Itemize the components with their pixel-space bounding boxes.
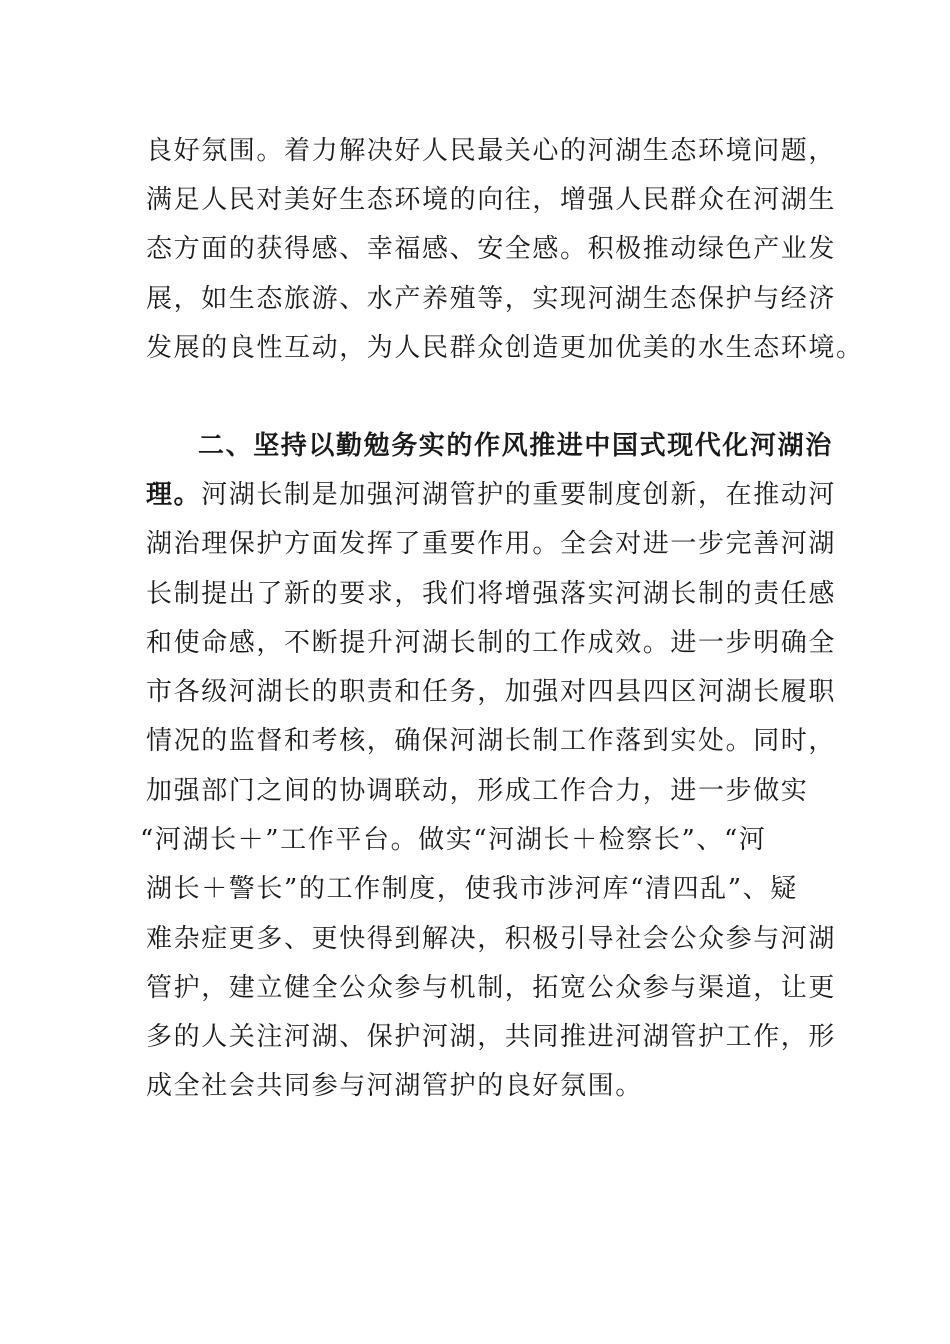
paragraph2-line-12: 管护，建立健全公众参与机制，拓宽公众参与渠道，让更 — [146, 973, 837, 1003]
paragraph2-line-3: 湖治理保护方面发挥了重要作用。全会对进一步完善河湖 — [146, 529, 837, 559]
paragraph1-line-5: 发展的良性互动，为人民群众创造更加优美的水生态环境。 — [146, 333, 864, 363]
paragraph2-line-2-text: 河湖长制是加强河湖管护的重要制度创新，在推动河 — [201, 480, 837, 510]
paragraph1-line-1: 良好氛围。着力解决好人民最关心的河湖生态环境问题， — [146, 136, 837, 166]
paragraph2-line-5: 和使命感，不断提升河湖长制的工作成效。进一步明确全 — [146, 628, 837, 658]
paragraph1-line-3: 态方面的获得感、幸福感、安全感。积极推动绿色产业发 — [146, 234, 837, 264]
paragraph1-line-2: 满足人民对美好生态环境的向往，增强人民群众在河湖生 — [146, 185, 837, 215]
paragraph1-line-4: 展，如生态旅游、水产养殖等，实现河湖生态保护与经济 — [146, 284, 837, 314]
paragraph2-line-6: 市各级河湖长的职责和任务，加强对四县四区河湖长履职 — [146, 677, 837, 707]
paragraph2-line-10: 湖长＋警长”的工作制度，使我市涉河库“清四乱”、疑 — [146, 874, 798, 904]
paragraph2-line-11: 难杂症更多、更快得到解决，积极引导社会公众参与河湖 — [146, 924, 837, 954]
paragraph2-line-7: 情况的监督和考核，确保河湖长制工作落到实处。同时， — [146, 726, 837, 756]
paragraph2-line-9: “河湖长＋”工作平台。做实“河湖长＋检察长”、“河 — [140, 825, 767, 855]
paragraph2-line-14: 成全社会共同参与河湖管护的良好氛围。 — [146, 1071, 643, 1101]
paragraph2-line-2 — [146, 480, 836, 510]
paragraph2-line-8: 加强部门之间的协调联动，形成工作合力，进一步做实 — [146, 776, 809, 806]
paragraph2-line-13: 多的人关注河湖、保护河湖，共同推进河湖管护工作，形 — [146, 1022, 837, 1052]
section-heading: 二、坚持以勤勉务实的作风推进中国式现代化河湖治 — [198, 431, 833, 461]
paragraph2-line-4: 长制提出了新的要求，我们将增强落实河湖长制的责任感 — [146, 579, 837, 609]
section-heading-end: 理。 — [146, 480, 202, 510]
